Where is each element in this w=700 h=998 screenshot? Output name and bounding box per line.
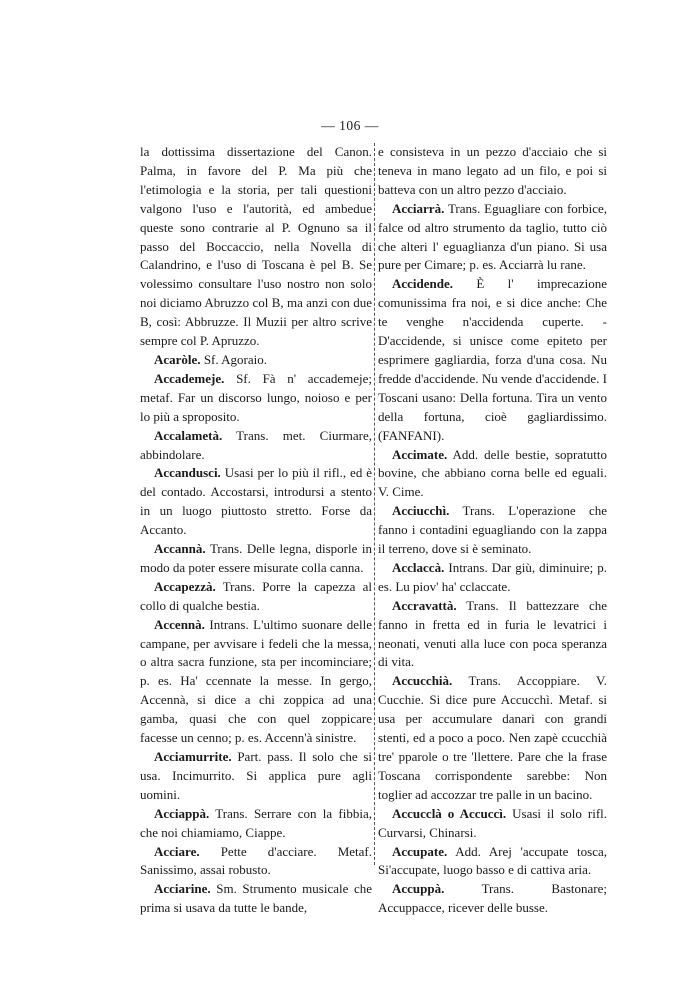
headword: Accademeje. (154, 370, 225, 386)
entry-text: Add. Arej 'accupate tosca, Si'accupate, luogo basso e di cattiva aria. (378, 843, 607, 878)
headword: Acciucchì. (392, 503, 450, 519)
headword: Acaròle. (154, 351, 201, 367)
headword: Acciamurrite. (154, 749, 232, 764)
entry-text: e consisteva in un pezzo d'acciaio che si teneva in mano legato ad un filo, e poi si batteva con un altro pezzo d'acciaio. (378, 144, 607, 197)
headword: Accapezzà. (154, 578, 216, 594)
entry-text: Trans. Serrare con la fibbia, che noi chiamiamo, Ciappe. (140, 805, 372, 840)
dictionary-entry (378, 672, 607, 804)
entry-text: Sf. Agoraio. (203, 351, 268, 367)
headword: Accannà. (154, 541, 206, 557)
entry-text: Trans. Il battezzare che fanno in fretta ed in furia le levatrici i neonati, venuti alla luce con poca speranza di vita. (378, 597, 608, 670)
dictionary-entry (378, 843, 607, 881)
headword: Acciarine. (154, 881, 211, 897)
dictionary-entry (140, 464, 372, 540)
dictionary-entry (140, 540, 372, 578)
dictionary-entry (140, 880, 372, 918)
dictionary-entry (378, 502, 607, 559)
headword: Accennà. (154, 616, 205, 632)
dictionary-entry (140, 748, 372, 805)
headword: Accidende. (392, 276, 454, 292)
headword: Accucchià. (392, 673, 453, 689)
dictionary-entry (378, 200, 607, 276)
entry-text: Sf. Fà n' accademeje; metaf. Far un discorso lungo, noioso e per lo più a sproposito. (140, 370, 372, 424)
dictionary-entry (140, 805, 372, 843)
entry-text: Usasi per lo più il rifl., ed è del contado. Accostarsi, introdursi a stento in un luogo piuttosto stretto. Forse da Accanto. (140, 465, 373, 538)
dictionary-entry (378, 805, 607, 843)
entry-text: Usasi il solo rifl. Curvarsi, Chinarsi. (378, 805, 608, 840)
left-column (140, 143, 372, 918)
headword: Accravattà. (392, 597, 457, 613)
entry-text: Pette d'acciare. Metaf. Sanissimo, assai robusto. (140, 843, 373, 878)
dictionary-entry (140, 843, 372, 881)
entry-text: la dottissima dissertazione del Canon. Palma, in favore del P. Ma più che l'etimologia e la storia, per tali questioni valgono l'uso e l'autorità, ed ambedue queste sono contrarie al P. Ognuno sa il passo del Boccaccio, nella Novella di Calandrino, e l'uso di Toscana è pel B. Se volessimo consultare l'uso nostro non solo noi diciamo Abruzzo col B, ma anzi con due B, così: Abbruzze. Il Muzii per altro scrive sempre col P. Apruzzo. (140, 144, 372, 349)
entry-continuation (140, 143, 372, 351)
dictionary-entry (140, 616, 372, 748)
page-number: — 106 — (321, 118, 379, 133)
entry-continuation (378, 143, 607, 200)
headword: Accimate. (392, 446, 448, 462)
entry-text: Trans. Eguagliare con forbice, falce od altro strumento da taglio, tutto ciò che alteri l' eguaglianza d'un piano. Si usa pure per Cimare; p. es. Acciarrà lu rane. (378, 200, 607, 273)
entry-text: Intrans. Dar giù, diminuire; p. es. Lu piov' ha' cclaccate. (378, 559, 608, 594)
dictionary-entry (140, 351, 372, 370)
dictionary-entry (140, 370, 372, 427)
headword: Accupate. (392, 843, 448, 859)
entry-text: Part. pass. Il solo che si usa. Incimurrito. Si applica pure agli uomini. (140, 749, 373, 802)
dictionary-entry (378, 880, 607, 918)
dictionary-entry (140, 578, 372, 616)
dictionary-entry (140, 427, 372, 465)
column-divider (374, 143, 375, 865)
entry-text: È l' imprecazione comunissima fra noi, e si dice anche: Che te venghe n'accidenda cuperte. - D'accidende, si unisce come epiteto per esprimere gagliardia, forza d'una cosa. Nu fredde d'accidende. Nu vende d'accidende. I Toscani usano: Della fortuna. Tira un vento della fortuna, cioè gagliardissimo. (FANFANI). (378, 276, 607, 443)
headword: Accucclà o Accuccì. (392, 805, 507, 821)
entry-text: Trans. Bastonare; Accuppacce, ricever delle busse. (378, 881, 607, 916)
entry-text: Intrans. L'ultimo suonare delle campane, per avvisare i fedeli che la messa, o altra sacra funzione, sta per incominciare; p. es. Ha' ccennate la messe. In gergo, Accennà, si dice a chi zoppica ad una gamba, quasi che con quel zoppicare facesse un cenno; p. es. Accenn'à sinistre. (140, 616, 372, 746)
headword: Acciarrà. (392, 200, 445, 216)
headword: Accandusci. (154, 465, 221, 481)
dictionary-entry (378, 559, 607, 597)
headword: Acclaccà. (392, 559, 445, 575)
headword: Accuppà. (392, 881, 445, 897)
dictionary-entry (378, 275, 607, 445)
headword: Acciappà. (154, 805, 210, 821)
entry-text: Trans. met. Ciurmare, abbindolare. (140, 427, 373, 462)
entry-text: Sm. Strumento musicale che prima si usava da tutte le bande, (140, 881, 372, 916)
entry-text: Trans. Accoppiare. V. Cucchie. Si dice pure Accucchì. Metaf. si usa per accumulare danari con grandi stenti, ed a poco a poco. Nen zapè ccucchià tre' pparole o tre 'llettere. Pare che la frase Toscana corrispondente sarebbe: Non toglier ad accozzar tre palle in un bacino. (378, 673, 608, 802)
entry-text: Trans. L'operazione che fanno i contadini eguagliando con la zappa il terreno, dove si è seminato. (378, 503, 607, 557)
headword: Accalametà. (154, 427, 223, 443)
entry-text: Add. delle bestie, sopratutto bovine, che abbiano corna belle ed eguali. V. Cime. (378, 446, 607, 500)
dictionary-entry (378, 446, 607, 503)
entry-text: Trans. Delle legna, disporle in modo da poter essere misurate colla canna. (140, 541, 372, 575)
dictionary-entry (378, 597, 607, 673)
headword: Acciare. (154, 843, 200, 859)
entry-text: Trans. Porre la capezza al collo di qualche bestia. (140, 578, 372, 613)
right-column (378, 143, 607, 918)
